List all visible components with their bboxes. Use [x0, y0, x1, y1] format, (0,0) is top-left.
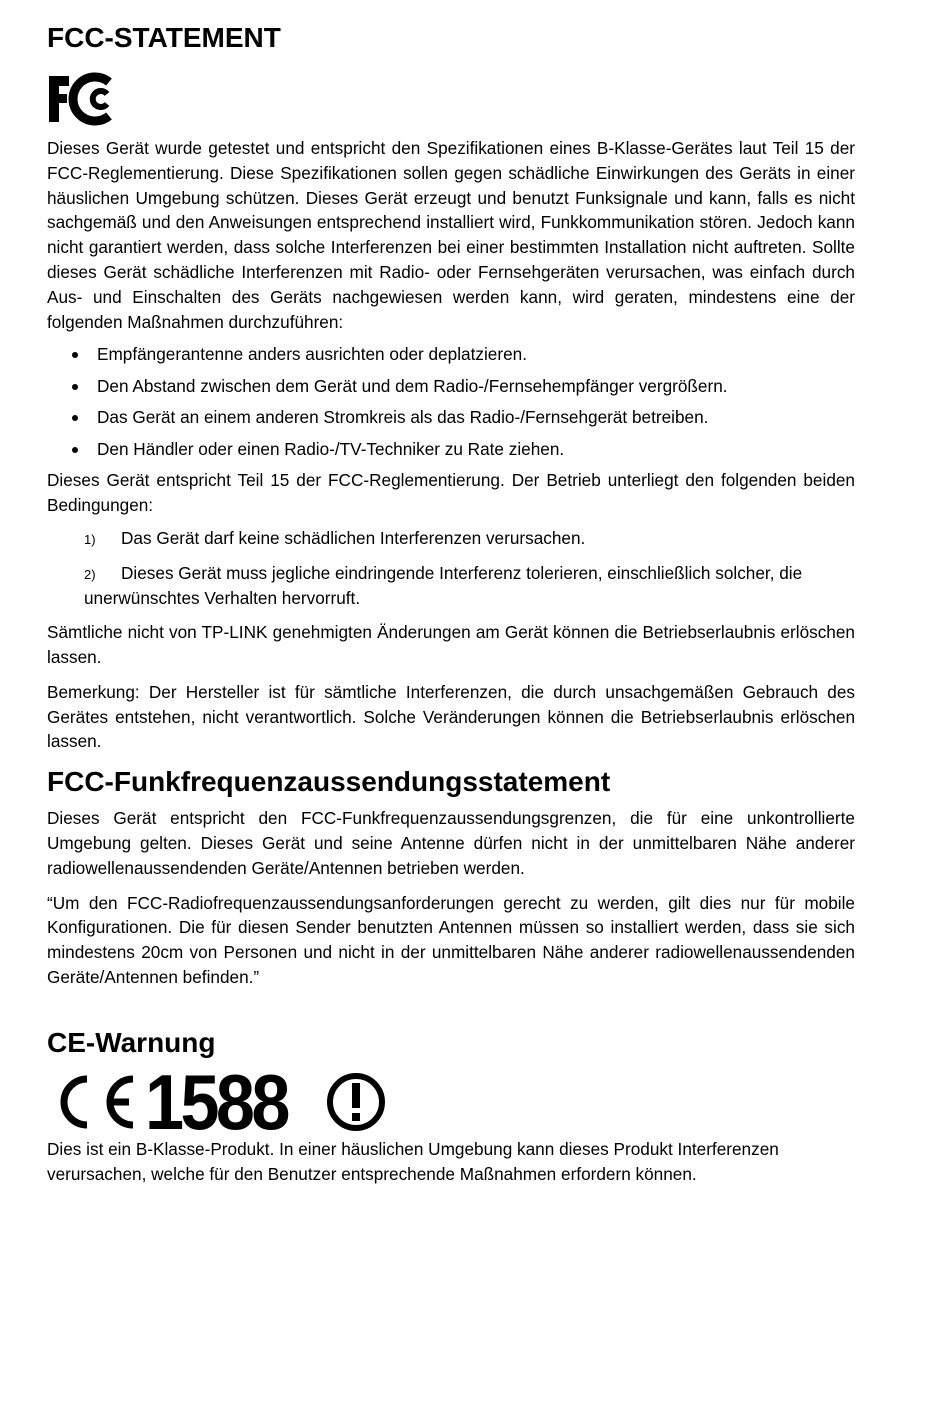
- list-item: [47, 561, 855, 611]
- fcc-part15-paragraph: Dieses Gerät entspricht Teil 15 der FCC-Reglementierung. Der Betrieb unterliegt den folgenden beiden Bedingungen:: [47, 470, 855, 516]
- condition-text: Das Gerät darf keine schädlichen Interferenzen verursachen.: [121, 527, 586, 548]
- bullet-icon: [72, 384, 78, 390]
- bullet-icon: [72, 447, 78, 453]
- fcc-logo-icon: [47, 72, 121, 126]
- notified-body-number: 1588: [145, 1057, 287, 1146]
- ce-mark-icon: [47, 1072, 139, 1132]
- list-item: Den Händler oder einen Radio-/TV-Techniker zu Rate ziehen.: [47, 437, 855, 462]
- document-page: [47, 18, 855, 1186]
- condition-text: Dieses Gerät muss jegliche eindringende Interferenz tolerieren, einschließlich solcher, die unerwünschtes Verhalten hervorruft.: [84, 562, 803, 608]
- list-item: Empfängerantenne anders ausrichten oder deplatzieren.: [47, 342, 855, 367]
- alert-circle-icon: [325, 1071, 387, 1133]
- condition-number: 1): [84, 531, 96, 547]
- fcc-remark-paragraph: Bemerkung: Der Hersteller ist für sämtliche Interferenzen, die durch unsachgemäßen Gebrauch des Gerätes entstehen, nicht verantwortlich. Solche Veränderungen können die Betriebserlaubnis erlöschen lassen.: [47, 681, 855, 752]
- rf-paragraph-1: Dieses Gerät entspricht den FCC-Funkfrequenzaussendungsgrenzen, die für eine unkontrollierte Umgebung gelten. Dieses Gerät und seine Antenne dürfen nicht in der unmittelbaren Nähe anderer radiowellenaussendenden Geräte/Antennen betrieben werden.: [47, 808, 855, 878]
- ce-marking: [47, 1057, 855, 1146]
- list-item: Das Gerät an einem anderen Stromkreis als das Radio-/Fernsehgerät betreiben.: [47, 405, 855, 430]
- fcc-measures-list: [47, 342, 855, 461]
- ce-warning-title: CE-Warnung: [47, 1026, 216, 1058]
- rf-paragraph-2: “Um den FCC-Radiofrequenzaussendungsanforderungen gerecht zu werden, gilt dies nur für mobile Konfigurationen. Die für diesen Sender benutzten Antennen müssen so installiert werden, dass sie sich mindestens 20cm von Personen und nicht in der unmittelbaren Nähe anderer radiowellenaussendenden Geräte/Antennen befinden.”: [47, 892, 855, 988]
- fcc-statement-title: FCC-STATEMENT: [47, 22, 281, 53]
- condition-number: 2): [84, 566, 96, 582]
- bullet-icon: [72, 352, 78, 358]
- list-item: Den Abstand zwischen dem Gerät und dem Radio-/Fernsehempfänger vergrößern.: [47, 374, 855, 399]
- fcc-conditions-list: [47, 526, 855, 610]
- bullet-icon: [72, 415, 78, 421]
- list-item: [47, 526, 855, 551]
- fcc-intro-paragraph: Dieses Gerät wurde getestet und entspricht den Spezifikationen eines B-Klasse-Gerätes laut Teil 15 der FCC-Reglementierung. Diese Spezifikationen sollen gegen schädliche Einwirkungen des Geräts in einer häuslichen Umgebung schützen. Dieses Gerät erzeugt und benutzt Funksignale und kann, falls es nicht sachgemäß und den Anweisungen entsprechend installiert wird, Funkkommunikation stören. Jedoch kann nicht garantiert werden, dass solche Interferenzen bei einer bestimmten Installation nicht auftreten. Sollte dieses Gerät schädliche Interferenzen mit Radio- oder Fernsehgeräten verursachen, was einfach durch Aus- und Einschalten des Geräts nachgewiesen werden kann, wird geraten, mindestens eine der folgenden Maßnahmen durchzuführen:: [47, 138, 855, 332]
- rf-statement-title: FCC-Funkfrequenzaussendungsstatement: [47, 766, 611, 798]
- ce-paragraph: Dies ist ein B-Klasse-Produkt. In einer häuslichen Umgebung kann dieses Produkt Interferenzen verursachen, welche für den Benutzer entsprechende Maßnahmen erfordern können.: [47, 1138, 779, 1184]
- fcc-changes-paragraph: Sämtliche nicht von TP-LINK genehmigten Änderungen am Gerät können die Betriebserlaubnis erlöschen lassen.: [47, 622, 855, 668]
